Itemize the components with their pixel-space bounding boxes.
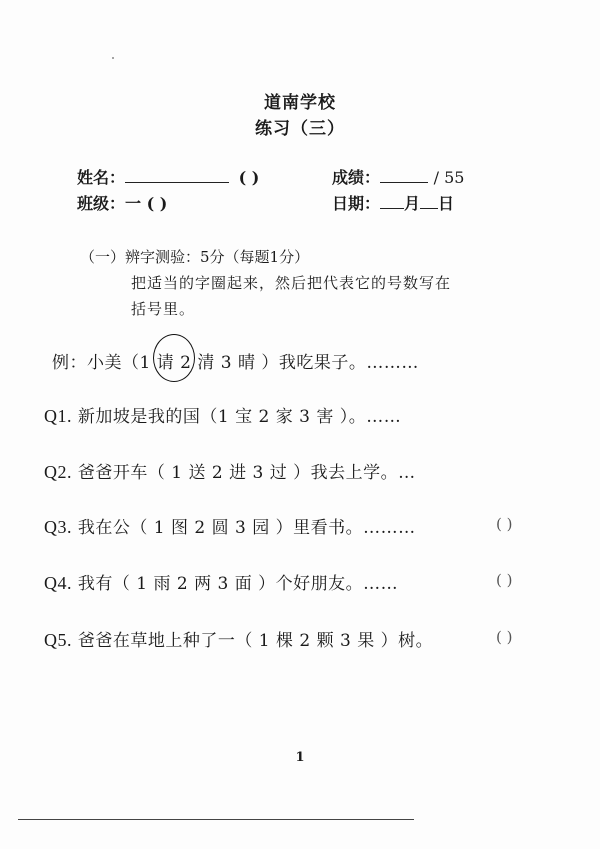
day-label: 日 xyxy=(438,194,455,213)
instruction-line-2: 括号里。 xyxy=(131,300,196,318)
month-label: 月 xyxy=(404,194,421,213)
answer-parens-5[interactable]: ( ) xyxy=(496,628,513,646)
footer-rule xyxy=(18,819,414,820)
month-blank xyxy=(380,194,404,209)
score-label: 成绩： xyxy=(332,168,381,187)
question-text: 我有（ 1 雨 2 两 3 面 ）个好朋友。…… xyxy=(77,574,399,594)
score-blank xyxy=(380,168,428,183)
question-5 xyxy=(44,626,433,651)
question-number: Q2. xyxy=(44,462,72,482)
name-blank xyxy=(125,168,229,183)
worksheet-title: 练习（三） xyxy=(255,119,345,139)
question-text: 爸爸在草地上种了一（ 1 棵 2 颗 3 果 ）树。 xyxy=(77,631,434,651)
page-number: 1 xyxy=(295,750,305,765)
date-row xyxy=(332,191,454,214)
school-name: 道南学校 xyxy=(264,93,336,113)
name-row xyxy=(77,165,259,188)
question-text: 我在公（ 1 图 2 圆 3 园 ）里看书。……… xyxy=(77,518,416,538)
question-text: 爸爸开车（ 1 送 2 进 3 过 ）我去上学。… xyxy=(77,463,416,483)
name-parens: ( ) xyxy=(238,168,260,187)
example-line: 例：小美（1 请 2 清 3 晴 ）我吃果子。……… xyxy=(52,353,419,373)
question-3 xyxy=(44,513,416,538)
day-blank xyxy=(420,194,438,209)
question-1 xyxy=(44,402,401,427)
question-number: Q5. xyxy=(44,630,72,650)
answer-circle xyxy=(153,334,195,382)
question-number: Q1. xyxy=(44,406,72,426)
name-label: 姓名： xyxy=(77,168,126,187)
answer-parens-4[interactable]: ( ) xyxy=(496,571,513,589)
question-number: Q4. xyxy=(44,573,72,593)
section-heading: （一）辨字测验：5分（每题1分） xyxy=(80,248,310,266)
class-label: 班级：一 ( ) xyxy=(77,194,168,213)
score-row xyxy=(332,165,464,188)
score-total: / 55 xyxy=(433,168,465,187)
question-2 xyxy=(44,458,416,483)
question-4 xyxy=(44,569,398,594)
instruction-line-1: 把适当的字圈起来，然后把代表它的号数写在 xyxy=(131,274,452,292)
question-number: Q3. xyxy=(44,517,72,537)
question-text: 新加坡是我的国（1 宝 2 家 3 害 ）。…… xyxy=(77,407,402,427)
date-label: 日期： xyxy=(332,194,381,213)
answer-parens-3[interactable]: ( ) xyxy=(496,515,513,533)
scan-speck xyxy=(112,57,114,59)
